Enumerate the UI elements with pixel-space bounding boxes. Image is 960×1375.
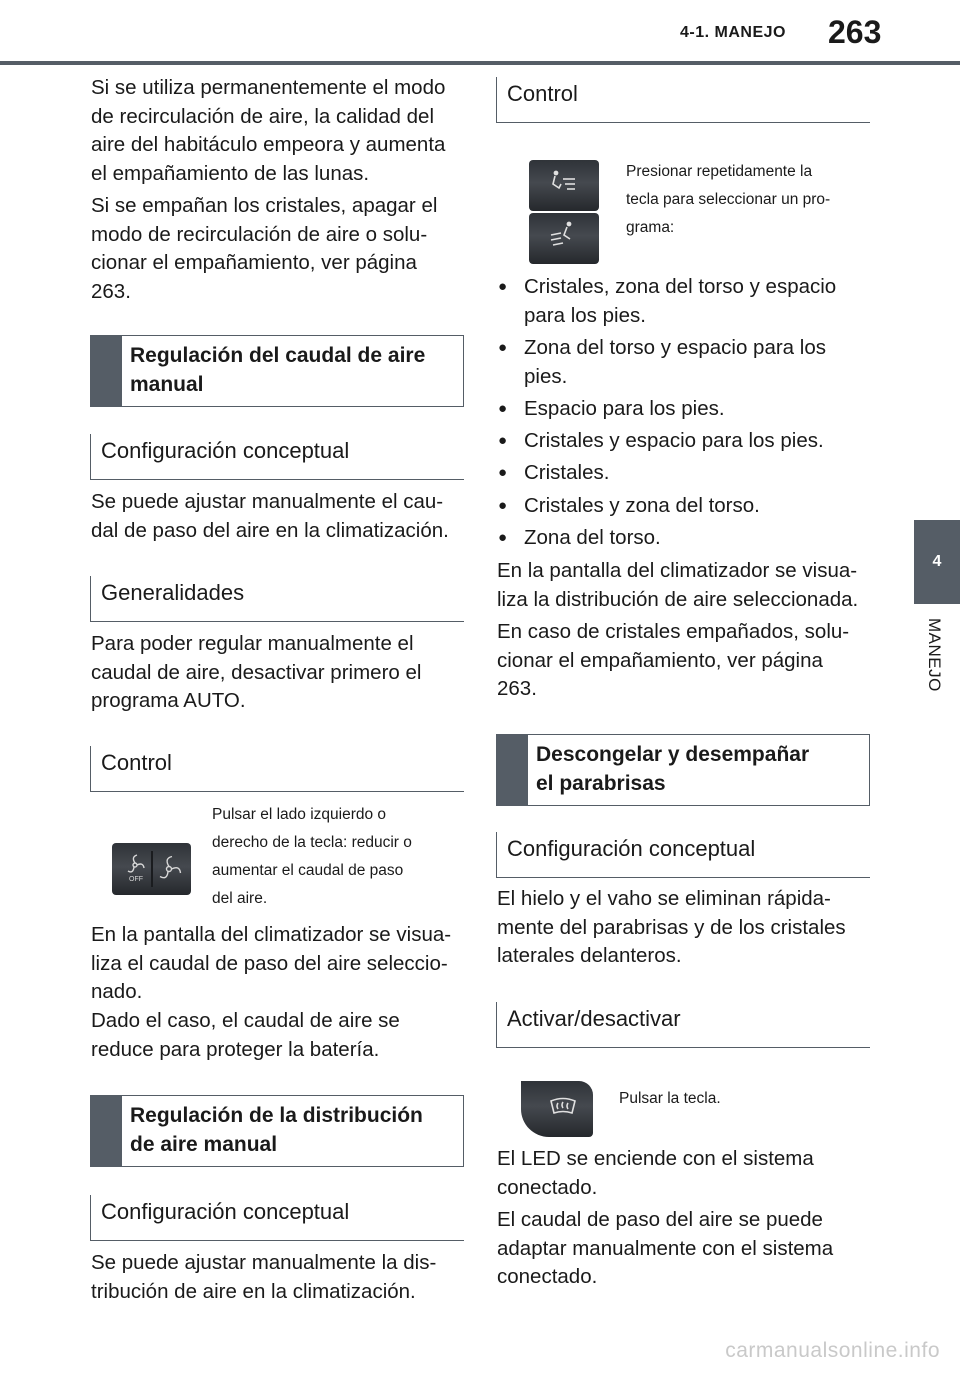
fan-low-icon — [128, 855, 144, 872]
paragraph-airflow-connected — [497, 1206, 833, 1292]
text-line: dal de paso del aire en la climatización. — [91, 518, 449, 542]
fan-high-icon — [160, 857, 181, 878]
heading-line: Descongelar y desempañar — [536, 743, 810, 766]
text-line: programa AUTO. — [91, 689, 246, 712]
windshield-airflow-icon — [551, 222, 571, 245]
text-line: En la pantalla del climatizador se visua- — [497, 559, 858, 582]
list-item — [498, 492, 760, 521]
caption-press-key: Pulsar la tecla. — [619, 1090, 721, 1107]
text-line: ● Zona del torso. — [524, 526, 661, 549]
text-line: adaptar manualmente con el sistema — [497, 1236, 834, 1260]
distribution-button-top-image — [529, 160, 599, 211]
watermark: carmanualsonline.info — [725, 1339, 940, 1362]
heading-defrost-windshield — [496, 734, 870, 806]
text-line: tecla para seleccionar un pro- — [626, 191, 831, 208]
text-line: 263. — [91, 279, 131, 303]
text-line: El LED se enciende con el sistema — [497, 1147, 814, 1170]
paragraph-fogging — [91, 192, 437, 306]
text-line: laterales delanteros. — [497, 944, 682, 967]
text-line: de recirculación de aire, la calidad del — [91, 104, 435, 128]
defrost-button-image — [521, 1081, 593, 1137]
paragraph-battery — [91, 1007, 400, 1064]
subheading-general: Generalidades — [90, 576, 464, 622]
subheading-activate: Activar/desactivar — [496, 1002, 870, 1048]
text-line: aumentar el caudal de paso — [212, 862, 404, 879]
paragraph-airflow-adjust — [91, 488, 449, 545]
text-line: Dado el caso, el caudal de aire se — [91, 1009, 400, 1032]
text-line: derecho de la tecla: reducir o — [212, 834, 412, 851]
text-line: liza el caudal de paso del aire seleccio- — [91, 951, 448, 975]
heading-manual-airflow — [90, 335, 464, 407]
text-line: Si se utiliza permanentemente el modo — [91, 76, 446, 99]
text-line: ● Cristales, zona del torso y espacio — [524, 275, 837, 298]
text-line: En la pantalla del climatizador se visua- — [91, 923, 452, 946]
text-line: En caso de cristales empañados, solu- — [497, 620, 850, 643]
paragraph-recirculation — [91, 74, 445, 188]
caption-program-button — [626, 158, 830, 242]
windshield-defrost-icon — [551, 1099, 575, 1114]
heading-manual-distribution — [90, 1095, 464, 1167]
text-line: ● Cristales y espacio para los pies. — [524, 429, 824, 452]
heading-line: manual — [130, 373, 204, 396]
paragraph-auto-program — [91, 630, 421, 716]
list-item — [498, 459, 609, 488]
section-title: 4-1. MANEJO — [680, 24, 786, 41]
chapter-label — [920, 618, 950, 718]
heading-line: de aire manual — [130, 1133, 278, 1156]
text-line: liza la distribución de aire seleccionada. — [497, 587, 859, 611]
text-line: aire del habitáculo empeora y aumenta — [91, 133, 446, 156]
text-line: caudal de aire, desactivar primero el — [91, 660, 422, 684]
subheading-control-right: Control — [496, 77, 870, 123]
list-item — [498, 427, 824, 456]
heading-line: Regulación del caudal de aire — [130, 344, 426, 367]
fan-speed-button-image — [112, 843, 191, 895]
distribution-button-bottom-image — [529, 213, 599, 264]
list-item — [498, 395, 725, 424]
chapter-label-text: MANEJO — [925, 618, 944, 692]
text-line: Si se empañan los cristales, apagar el — [91, 194, 438, 217]
text-line: Presionar repetidamente la — [626, 163, 813, 180]
text-line: Pulsar el lado izquierdo o — [212, 806, 387, 823]
text-line: El hielo y el vaho se eliminan rápida- — [497, 887, 831, 910]
list-item — [498, 524, 661, 553]
text-line: cionar el empañamiento, ver página — [91, 251, 417, 274]
paragraph-display-distribution — [497, 557, 858, 614]
chapter-tab[interactable]: 4 — [914, 520, 960, 604]
subheading-control-left: Control — [90, 746, 464, 792]
text-line: tribución de aire en la climatización. — [91, 1279, 416, 1303]
text-line: para los pies. — [524, 303, 646, 327]
text-line: pies. — [524, 364, 568, 388]
off-label: OFF — [129, 876, 143, 883]
page-number: 263 — [828, 14, 882, 50]
text-line: Se puede ajustar manualmente la dis- — [91, 1251, 437, 1274]
text-line: conectado. — [497, 1175, 598, 1199]
subheading-concept-2: Configuración conceptual — [90, 1195, 464, 1241]
paragraph-ice-fog — [497, 885, 846, 971]
text-line: nado. — [91, 980, 143, 1003]
list-item — [498, 273, 836, 330]
paragraph-fogged-windows — [497, 618, 849, 704]
text-line: cionar el empañamiento, ver página — [497, 648, 823, 672]
paragraph-led — [497, 1145, 814, 1202]
text-line: ● Cristales y zona del torso. — [524, 494, 760, 517]
text-line: El caudal de paso del aire se puede — [497, 1208, 823, 1231]
header-rule — [0, 61, 960, 65]
subheading-concept-1: Configuración conceptual — [90, 434, 464, 480]
paragraph-distribution-adjust — [91, 1249, 436, 1306]
list-item — [498, 334, 826, 391]
text-line: ● Cristales. — [524, 461, 610, 484]
paragraph-display-airflow — [91, 921, 451, 1007]
text-line: el empañamiento de las lunas. — [91, 161, 370, 185]
seat-airflow-icon — [553, 171, 575, 189]
caption-fan-button — [212, 801, 412, 913]
heading-line: Regulación de la distribución — [130, 1104, 423, 1127]
text-line: grama: — [626, 219, 675, 236]
text-line: del aire. — [212, 890, 268, 907]
text-line: 263. — [497, 677, 537, 700]
text-line: ● Zona del torso y espacio para los — [524, 336, 826, 359]
subheading-concept-right: Configuración conceptual — [496, 832, 870, 878]
text-line: modo de recirculación de aire o solu- — [91, 222, 428, 246]
text-line: Para poder regular manualmente el — [91, 632, 414, 655]
text-line: Se puede ajustar manualmente el cau- — [91, 490, 444, 513]
text-line: conectado. — [497, 1265, 598, 1288]
heading-line: el parabrisas — [536, 772, 666, 795]
text-line: reduce para proteger la batería. — [91, 1037, 380, 1061]
text-line: ● Espacio para los pies. — [524, 397, 725, 420]
text-line: mente del parabrisas y de los cristales — [497, 915, 846, 939]
